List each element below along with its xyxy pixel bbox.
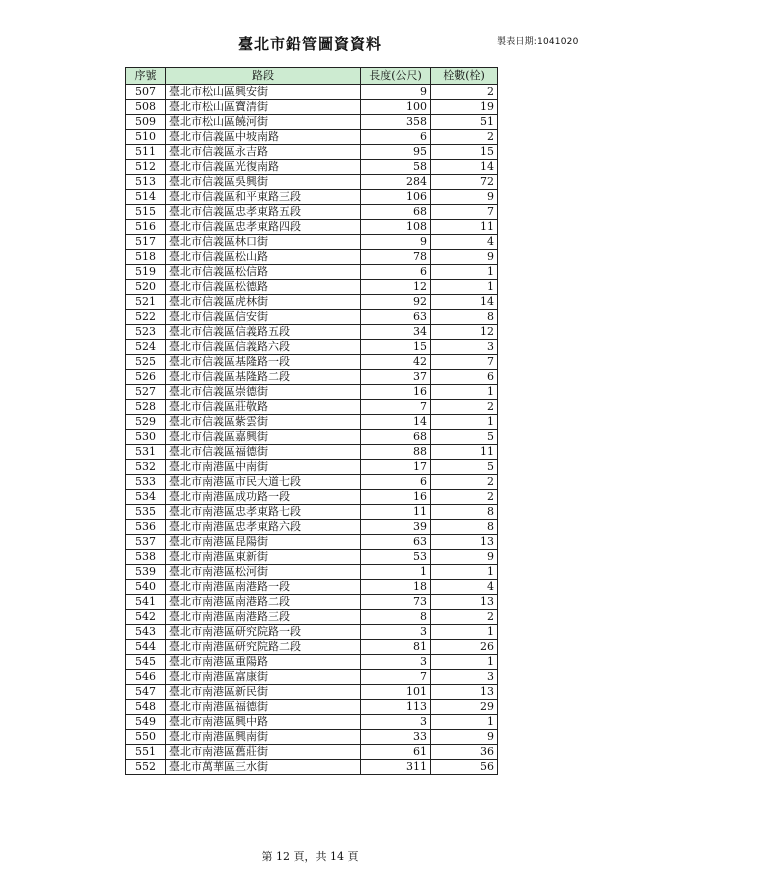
cell-length: 15 xyxy=(361,340,431,355)
table-row xyxy=(126,85,498,100)
table-row xyxy=(126,445,498,460)
cell-serial: 534 xyxy=(126,490,166,505)
cell-road-section: 臺北市南港區市民大道七段 xyxy=(166,475,361,490)
cell-serial: 525 xyxy=(126,355,166,370)
cell-tap-count: 9 xyxy=(431,190,498,205)
cell-serial: 529 xyxy=(126,415,166,430)
cell-road-section: 臺北市信義區紫雲街 xyxy=(166,415,361,430)
cell-length: 68 xyxy=(361,430,431,445)
cell-tap-count: 1 xyxy=(431,565,498,580)
cell-road-section: 臺北市南港區舊莊街 xyxy=(166,745,361,760)
cell-length: 6 xyxy=(361,130,431,145)
cell-serial: 541 xyxy=(126,595,166,610)
cell-serial: 528 xyxy=(126,400,166,415)
cell-length: 63 xyxy=(361,535,431,550)
cell-tap-count: 9 xyxy=(431,250,498,265)
table-row xyxy=(126,490,498,505)
cell-tap-count: 1 xyxy=(431,265,498,280)
cell-road-section: 臺北市南港區南港路一段 xyxy=(166,580,361,595)
cell-tap-count: 2 xyxy=(431,475,498,490)
cell-tap-count: 13 xyxy=(431,595,498,610)
cell-length: 1 xyxy=(361,565,431,580)
cell-serial: 527 xyxy=(126,385,166,400)
table-row xyxy=(126,430,498,445)
table-row xyxy=(126,250,498,265)
cell-road-section: 臺北市信義區信義路六段 xyxy=(166,340,361,355)
cell-tap-count: 8 xyxy=(431,310,498,325)
cell-serial: 507 xyxy=(126,85,166,100)
cell-length: 6 xyxy=(361,475,431,490)
cell-road-section: 臺北市信義區忠孝東路四段 xyxy=(166,220,361,235)
cell-tap-count: 72 xyxy=(431,175,498,190)
cell-serial: 549 xyxy=(126,715,166,730)
cell-length: 92 xyxy=(361,295,431,310)
cell-length: 8 xyxy=(361,610,431,625)
cell-length: 58 xyxy=(361,160,431,175)
cell-tap-count: 1 xyxy=(431,385,498,400)
cell-length: 6 xyxy=(361,265,431,280)
table-row xyxy=(126,460,498,475)
table-row xyxy=(126,355,498,370)
table-row xyxy=(126,535,498,550)
cell-tap-count: 3 xyxy=(431,340,498,355)
cell-tap-count: 9 xyxy=(431,730,498,745)
table-row xyxy=(126,700,498,715)
document-title: 臺北市鉛管圖資資料 xyxy=(237,35,382,53)
cell-serial: 539 xyxy=(126,565,166,580)
cell-road-section: 臺北市信義區基隆路一段 xyxy=(166,355,361,370)
cell-serial: 508 xyxy=(126,100,166,115)
table-row xyxy=(126,295,498,310)
cell-serial: 517 xyxy=(126,235,166,250)
cell-road-section: 臺北市南港區富康街 xyxy=(166,670,361,685)
cell-serial: 531 xyxy=(126,445,166,460)
cell-length: 37 xyxy=(361,370,431,385)
cell-serial: 514 xyxy=(126,190,166,205)
cell-road-section: 臺北市信義區莊敬路 xyxy=(166,400,361,415)
cell-length: 95 xyxy=(361,145,431,160)
cell-tap-count: 6 xyxy=(431,370,498,385)
cell-tap-count: 1 xyxy=(431,715,498,730)
cell-road-section: 臺北市松山區寶清街 xyxy=(166,100,361,115)
cell-tap-count: 1 xyxy=(431,280,498,295)
cell-tap-count: 1 xyxy=(431,415,498,430)
cell-tap-count: 13 xyxy=(431,685,498,700)
cell-serial: 515 xyxy=(126,205,166,220)
cell-tap-count: 51 xyxy=(431,115,498,130)
cell-serial: 532 xyxy=(126,460,166,475)
cell-serial: 523 xyxy=(126,325,166,340)
cell-road-section: 臺北市南港區忠孝東路六段 xyxy=(166,520,361,535)
cell-tap-count: 1 xyxy=(431,655,498,670)
cell-serial: 524 xyxy=(126,340,166,355)
cell-serial: 518 xyxy=(126,250,166,265)
table-row xyxy=(126,610,498,625)
cell-serial: 516 xyxy=(126,220,166,235)
cell-serial: 510 xyxy=(126,130,166,145)
print-date: 製表日期:1041020 xyxy=(497,37,579,47)
cell-serial: 513 xyxy=(126,175,166,190)
cell-serial: 547 xyxy=(126,685,166,700)
cell-road-section: 臺北市信義區忠孝東路五段 xyxy=(166,205,361,220)
cell-length: 284 xyxy=(361,175,431,190)
table-row xyxy=(126,220,498,235)
cell-road-section: 臺北市南港區重陽路 xyxy=(166,655,361,670)
cell-serial: 543 xyxy=(126,625,166,640)
table-row xyxy=(126,640,498,655)
cell-length: 68 xyxy=(361,205,431,220)
cell-serial: 540 xyxy=(126,580,166,595)
cell-length: 11 xyxy=(361,505,431,520)
cell-road-section: 臺北市南港區忠孝東路七段 xyxy=(166,505,361,520)
cell-road-section: 臺北市信義區和平東路三段 xyxy=(166,190,361,205)
cell-road-section: 臺北市信義區信安街 xyxy=(166,310,361,325)
cell-length: 81 xyxy=(361,640,431,655)
cell-length: 9 xyxy=(361,85,431,100)
cell-length: 63 xyxy=(361,310,431,325)
cell-tap-count: 26 xyxy=(431,640,498,655)
cell-length: 39 xyxy=(361,520,431,535)
lead-pipe-table xyxy=(125,67,498,775)
cell-road-section: 臺北市信義區嘉興街 xyxy=(166,430,361,445)
cell-length: 3 xyxy=(361,655,431,670)
cell-serial: 521 xyxy=(126,295,166,310)
table-row xyxy=(126,625,498,640)
cell-serial: 550 xyxy=(126,730,166,745)
cell-road-section: 臺北市信義區光復南路 xyxy=(166,160,361,175)
cell-road-section: 臺北市南港區研究院路二段 xyxy=(166,640,361,655)
cell-length: 3 xyxy=(361,625,431,640)
table-row xyxy=(126,340,498,355)
cell-road-section: 臺北市南港區興中路 xyxy=(166,715,361,730)
cell-serial: 546 xyxy=(126,670,166,685)
cell-road-section: 臺北市南港區福德街 xyxy=(166,700,361,715)
cell-length: 88 xyxy=(361,445,431,460)
cell-road-section: 臺北市信義區福德街 xyxy=(166,445,361,460)
table-row xyxy=(126,115,498,130)
cell-serial: 537 xyxy=(126,535,166,550)
cell-length: 18 xyxy=(361,580,431,595)
cell-road-section: 臺北市信義區松德路 xyxy=(166,280,361,295)
cell-tap-count: 19 xyxy=(431,100,498,115)
table-row xyxy=(126,325,498,340)
table-row xyxy=(126,655,498,670)
cell-length: 108 xyxy=(361,220,431,235)
cell-road-section: 臺北市南港區新民街 xyxy=(166,685,361,700)
cell-tap-count: 7 xyxy=(431,355,498,370)
table-row xyxy=(126,145,498,160)
cell-serial: 520 xyxy=(126,280,166,295)
cell-length: 9 xyxy=(361,235,431,250)
cell-length: 34 xyxy=(361,325,431,340)
cell-road-section: 臺北市松山區興安街 xyxy=(166,85,361,100)
table-row xyxy=(126,760,498,775)
cell-tap-count: 8 xyxy=(431,505,498,520)
table-row xyxy=(126,520,498,535)
cell-tap-count: 1 xyxy=(431,625,498,640)
table-row xyxy=(126,715,498,730)
table-row xyxy=(126,370,498,385)
cell-road-section: 臺北市信義區松信路 xyxy=(166,265,361,280)
cell-road-section: 臺北市南港區松河街 xyxy=(166,565,361,580)
cell-road-section: 臺北市信義區吳興街 xyxy=(166,175,361,190)
cell-tap-count: 14 xyxy=(431,160,498,175)
cell-length: 16 xyxy=(361,490,431,505)
cell-tap-count: 8 xyxy=(431,520,498,535)
table-row xyxy=(126,745,498,760)
cell-road-section: 臺北市信義區基隆路二段 xyxy=(166,370,361,385)
table-row xyxy=(126,670,498,685)
cell-serial: 551 xyxy=(126,745,166,760)
table-row xyxy=(126,415,498,430)
cell-road-section: 臺北市信義區林口街 xyxy=(166,235,361,250)
cell-length: 311 xyxy=(361,760,431,775)
header-road-section: 路段 xyxy=(166,68,361,85)
table-row xyxy=(126,595,498,610)
table-row xyxy=(126,685,498,700)
cell-length: 7 xyxy=(361,400,431,415)
table-row xyxy=(126,265,498,280)
cell-length: 53 xyxy=(361,550,431,565)
cell-serial: 533 xyxy=(126,475,166,490)
cell-tap-count: 5 xyxy=(431,430,498,445)
cell-length: 78 xyxy=(361,250,431,265)
cell-serial: 509 xyxy=(126,115,166,130)
table-row xyxy=(126,385,498,400)
cell-serial: 519 xyxy=(126,265,166,280)
cell-tap-count: 4 xyxy=(431,580,498,595)
cell-tap-count: 2 xyxy=(431,130,498,145)
table-row xyxy=(126,160,498,175)
cell-road-section: 臺北市南港區昆陽街 xyxy=(166,535,361,550)
cell-length: 7 xyxy=(361,670,431,685)
cell-length: 3 xyxy=(361,715,431,730)
table-row xyxy=(126,505,498,520)
cell-length: 33 xyxy=(361,730,431,745)
cell-tap-count: 11 xyxy=(431,445,498,460)
cell-tap-count: 56 xyxy=(431,760,498,775)
cell-road-section: 臺北市信義區松山路 xyxy=(166,250,361,265)
table-row xyxy=(126,130,498,145)
cell-road-section: 臺北市南港區成功路一段 xyxy=(166,490,361,505)
cell-length: 100 xyxy=(361,100,431,115)
cell-road-section: 臺北市信義區崇德街 xyxy=(166,385,361,400)
cell-road-section: 臺北市信義區虎林街 xyxy=(166,295,361,310)
cell-serial: 535 xyxy=(126,505,166,520)
cell-tap-count: 2 xyxy=(431,490,498,505)
table-row xyxy=(126,205,498,220)
table-row xyxy=(126,280,498,295)
table-row xyxy=(126,580,498,595)
cell-tap-count: 11 xyxy=(431,220,498,235)
header-serial: 序號 xyxy=(126,68,166,85)
cell-tap-count: 13 xyxy=(431,535,498,550)
table-row xyxy=(126,100,498,115)
cell-length: 61 xyxy=(361,745,431,760)
cell-serial: 522 xyxy=(126,310,166,325)
cell-serial: 552 xyxy=(126,760,166,775)
cell-tap-count: 29 xyxy=(431,700,498,715)
table-row xyxy=(126,310,498,325)
table-row xyxy=(126,550,498,565)
cell-length: 14 xyxy=(361,415,431,430)
cell-road-section: 臺北市南港區南港路二段 xyxy=(166,595,361,610)
cell-road-section: 臺北市信義區信義路五段 xyxy=(166,325,361,340)
cell-tap-count: 2 xyxy=(431,85,498,100)
cell-road-section: 臺北市南港區研究院路一段 xyxy=(166,625,361,640)
cell-length: 73 xyxy=(361,595,431,610)
cell-length: 113 xyxy=(361,700,431,715)
cell-tap-count: 7 xyxy=(431,205,498,220)
cell-serial: 544 xyxy=(126,640,166,655)
cell-tap-count: 2 xyxy=(431,400,498,415)
cell-tap-count: 5 xyxy=(431,460,498,475)
cell-road-section: 臺北市萬華區三水街 xyxy=(166,760,361,775)
cell-serial: 526 xyxy=(126,370,166,385)
cell-road-section: 臺北市信義區永吉路 xyxy=(166,145,361,160)
cell-tap-count: 36 xyxy=(431,745,498,760)
table-row xyxy=(126,475,498,490)
cell-tap-count: 9 xyxy=(431,550,498,565)
table-row xyxy=(126,400,498,415)
cell-serial: 530 xyxy=(126,430,166,445)
cell-road-section: 臺北市南港區中南街 xyxy=(166,460,361,475)
cell-road-section: 臺北市南港區南港路三段 xyxy=(166,610,361,625)
table-row xyxy=(126,175,498,190)
cell-length: 12 xyxy=(361,280,431,295)
cell-tap-count: 3 xyxy=(431,670,498,685)
cell-road-section: 臺北市松山區饒河街 xyxy=(166,115,361,130)
cell-length: 17 xyxy=(361,460,431,475)
cell-serial: 512 xyxy=(126,160,166,175)
cell-road-section: 臺北市信義區中坡南路 xyxy=(166,130,361,145)
cell-tap-count: 12 xyxy=(431,325,498,340)
page-footer: 第 12 頁，共 14 頁 xyxy=(261,850,359,863)
cell-length: 106 xyxy=(361,190,431,205)
cell-length: 358 xyxy=(361,115,431,130)
cell-road-section: 臺北市南港區東新街 xyxy=(166,550,361,565)
cell-length: 101 xyxy=(361,685,431,700)
cell-road-section: 臺北市南港區興南街 xyxy=(166,730,361,745)
cell-tap-count: 15 xyxy=(431,145,498,160)
header-tap-count: 栓數(栓) xyxy=(431,68,498,85)
table-header-row xyxy=(126,68,498,85)
cell-serial: 542 xyxy=(126,610,166,625)
cell-serial: 536 xyxy=(126,520,166,535)
header-length: 長度(公尺) xyxy=(361,68,431,85)
table-row xyxy=(126,235,498,250)
table-row xyxy=(126,190,498,205)
table-row xyxy=(126,730,498,745)
cell-serial: 548 xyxy=(126,700,166,715)
cell-tap-count: 2 xyxy=(431,610,498,625)
cell-tap-count: 4 xyxy=(431,235,498,250)
cell-serial: 545 xyxy=(126,655,166,670)
cell-serial: 538 xyxy=(126,550,166,565)
cell-length: 16 xyxy=(361,385,431,400)
cell-length: 42 xyxy=(361,355,431,370)
table-row xyxy=(126,565,498,580)
table-body xyxy=(126,85,498,775)
cell-serial: 511 xyxy=(126,145,166,160)
cell-tap-count: 14 xyxy=(431,295,498,310)
